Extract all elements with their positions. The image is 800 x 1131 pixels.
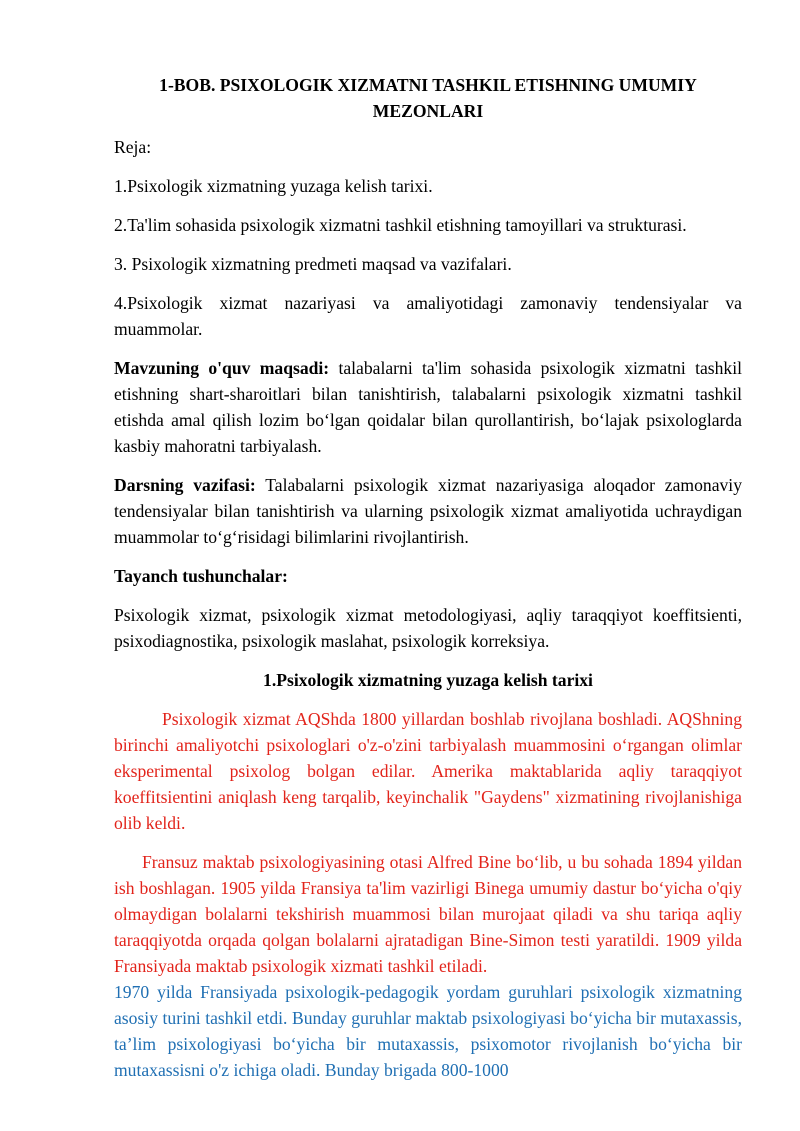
paragraph-3: 1970 yilda Fransiyada psixologik-pedagogik yordam guruhlari psixologik xizmatning asosiy turini tashkil etdi. Bunday guruhlar maktab psixologiyasi boʻyicha bir mutaxassis, ta’lim psixologiyasi boʻyicha bir mutaxassis, psixomotor rivojlanish boʻyicha bir mutaxassisni o'z ichiga oladi. Bunday brigada 800-1000 [114, 982, 742, 1080]
keywords-text: Psixologik xizmat, psixologik xizmat metodologiyasi, aqliy taraqqiyot koeffitsienti, psixodiagnostika, psixologik maslahat, psixologik korreksiya. [114, 605, 742, 651]
chapter-title: 1-BOB. PSIXOLOGIK XIZMATNI TASHKIL ETISHNING UMUMIY MEZONLARI [159, 75, 697, 121]
plan-label: Reja: [114, 137, 152, 157]
plan-item-3: 3. Psixologik xizmatning predmeti maqsad va vazifalari. [114, 254, 512, 274]
goal-text: talabalarni ta'lim sohasida psixologik xizmatni tashkil etishning shart-sharoitlari bilan tanishtirish, talabalarni psixologik xizmatni tashkil etishda amal qilish lozim boʻlgan qoidalar bilan qurollantirish, boʻlajak psixologlarda kasbiy mahoratni tarbiyalash. [114, 358, 742, 456]
paragraph-2: Fransuz maktab psixologiyasining otasi Alfred Bine boʻlib, u bu sohada 1894 yildan ish boshlagan. 1905 yilda Fransiya ta'lim vazirligi Binega umumiy dastur boʻyicha o'qiy olmaydigan bolalarni tekshirish muammosi bilan murojaat qiladi va shu tariqa aqliy taraqqiyotda orqada qolgan bolalarni ajratadigan Bine-Simon testi yaratildi. 1909 yilda Fransiyada maktab psixologik xizmati tashkil etiladi. [114, 852, 742, 976]
task-label: Darsning vazifasi: [114, 475, 256, 495]
plan-item-1: 1.Psixologik xizmatning yuzaga kelish tarixi. [114, 176, 433, 196]
paragraph-1: Psixologik xizmat AQShda 1800 yillardan boshlab rivojlana boshladi. AQShning birinchi amaliyotchi psixologlari o'z-o'zini tarbiyalash muammosini oʻrgangan olimlar eksperimental psixolog bolgan edilar. Amerika maktablarida aqliy taraqqiyot koeffitsientini aniqlash keng tarqalib, keyinchalik "Gaydens" xizmatining rivojlanishiga olib keldi. [114, 709, 742, 833]
task-text: Talabalarni psixologik xizmat nazariyasiga aloqador zamonaviy tendensiyalar bilan tanishtirish va ularning psixologik xizmat amaliyotida uchraydigan muammolar toʻgʻrisidagi bilimlarini rivojlantirish. [114, 475, 742, 547]
plan-item-4: 4.Psixologik xizmat nazariyasi va amaliyotidagi zamonaviy tendensiyalar va muammolar. [114, 293, 742, 339]
task-paragraph [114, 472, 742, 550]
goal-paragraph [114, 355, 742, 459]
keywords-label: Tayanch tushunchalar: [114, 566, 288, 586]
plan-item-2: 2.Ta'lim sohasida psixologik xizmatni tashkil etishning tamoyillari va strukturasi. [114, 215, 687, 235]
goal-label: Mavzuning o'quv maqsadi: [114, 358, 330, 378]
section-heading: 1.Psixologik xizmatning yuzaga kelish tarixi [263, 670, 593, 690]
